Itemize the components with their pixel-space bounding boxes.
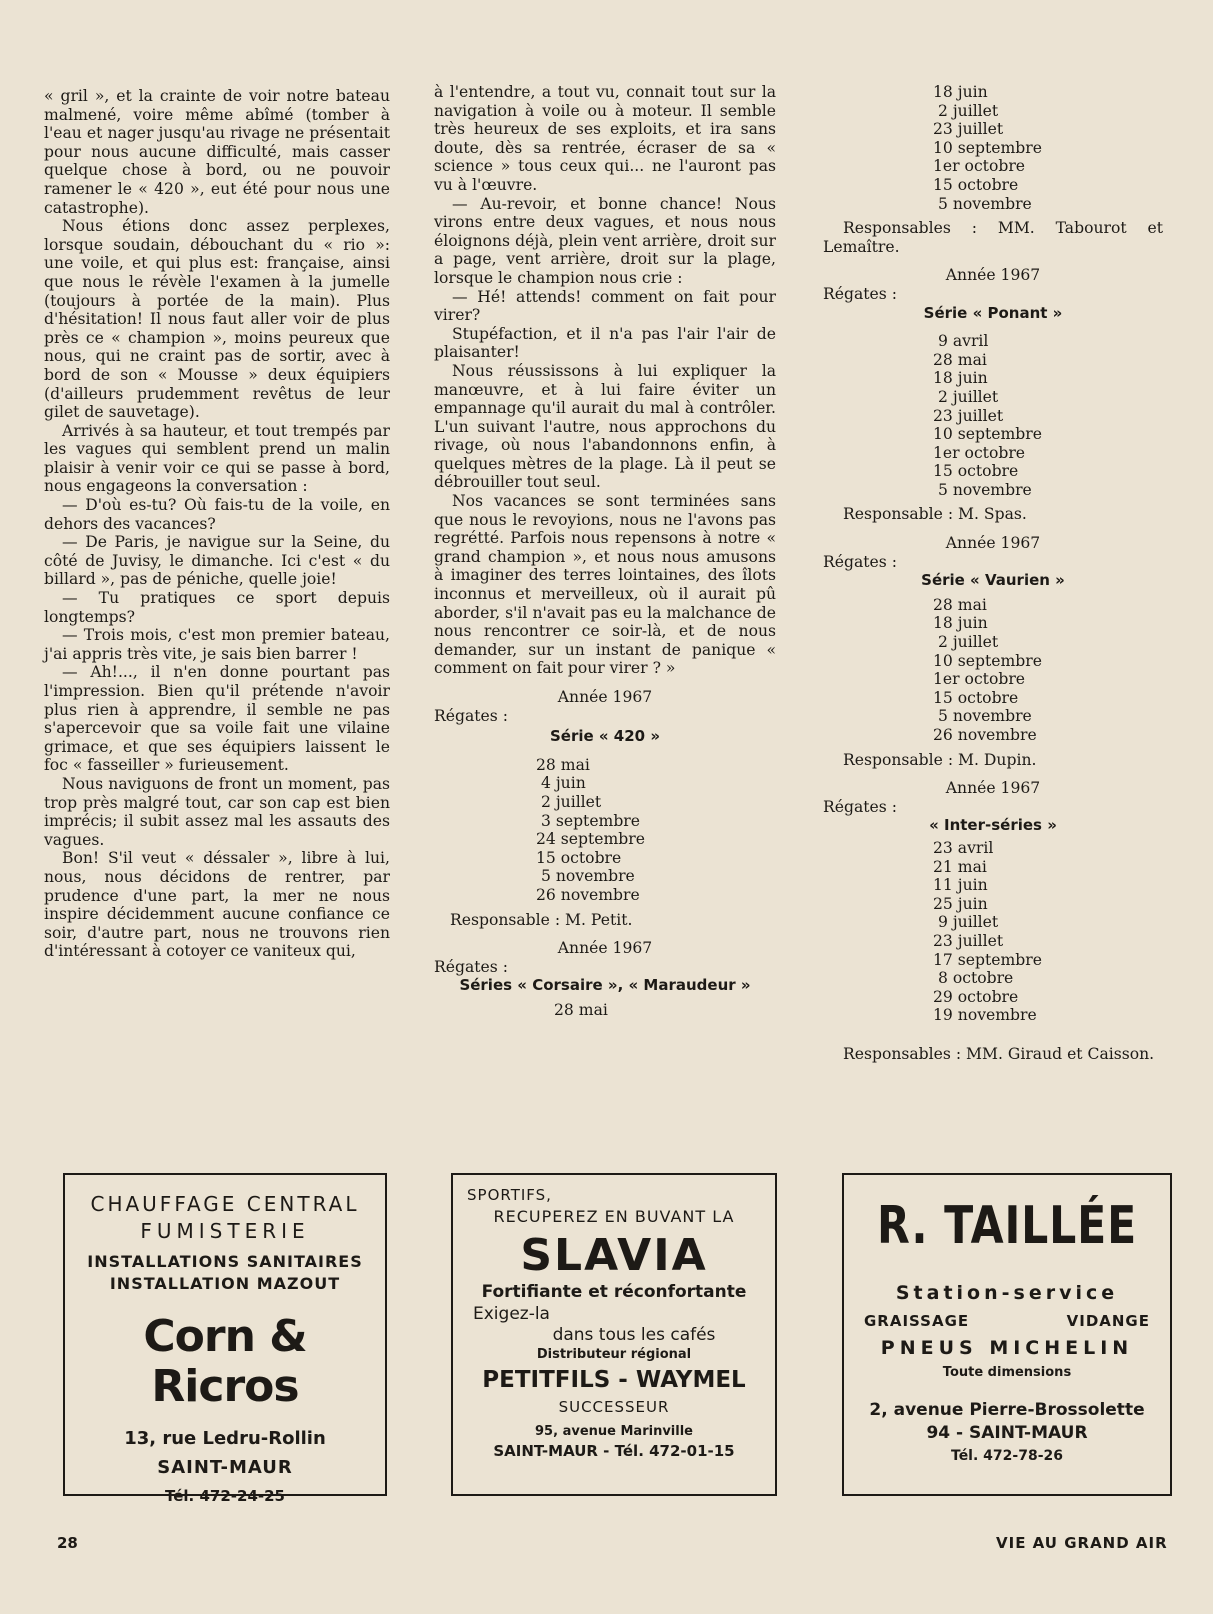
regattas-label: Régates :: [434, 706, 508, 725]
year-heading: Année 1967: [945, 534, 1041, 553]
date-item: 18 juin: [933, 369, 988, 388]
date-list: [933, 83, 1163, 213]
date-list: [933, 839, 1163, 1025]
paragraph: — Hé! attends! comment on fait pour virer?: [434, 287, 776, 325]
date-item: 28 mai: [536, 755, 590, 774]
paragraph: — Ah!..., il n'en donne pourtant pas l'impression. Bien qu'il prétende n'avoir plus rien à apprendre, il semble ne pas s'apercevoir que sa voile fait une vilaine grimace, et que ses équipiers laissent le foc « fasseiller » furieusement.: [44, 663, 390, 775]
regatta-block-vaurien: [823, 534, 1163, 769]
paragraph: à l'entendre, a tout vu, connait tout sur la navigation à voile ou à moteur. Il semble très heureux de ses exploits, et ira sans doute, dès sa rentrée, écraser de sa « science » tous ceux qui... ne l'auront pas vu à l'œuvre.: [434, 83, 776, 194]
year-heading: Année 1967: [945, 779, 1041, 798]
date-item: 15 octobre: [536, 848, 622, 867]
ad-address: 2, avenue Pierre-Brossolette: [869, 1399, 1145, 1420]
ad-service: GRAISSAGE: [864, 1311, 970, 1330]
ad-line: Toute dimensions: [942, 1364, 1072, 1380]
regattas-label: Régates :: [823, 797, 897, 816]
paragraph: Nous étions donc assez perplexes, lorsque soudain, débouchant du « rio »: une voile, et qui plus est: française, ainsi que nous le révèle l'examen à la jumelle (toujours à portée de la main). Plus d'hésitation! Il nous faut aller voir de plus près ce « champion », moins peureux que nous, qui ne craint pas de sortir, avec à bord de son « Mousse » deux équipiers (d'ailleurs prudemment revêtus de leur gilet de sauvetage).: [44, 217, 390, 422]
date-item: 26 novembre: [933, 726, 1037, 744]
date-item: 10 septembre: [933, 651, 1042, 670]
paragraph: Arrivés à sa hauteur, et tout trempés par les vagues qui semblent prend un malin plaisir à venir voir ce qui se passe à bord, nous engageons la conversation :: [44, 421, 390, 496]
ad-line: SUCCESSEUR: [558, 1398, 670, 1417]
ad-line: RECUPEREZ EN BUVANT LA: [493, 1207, 735, 1227]
responsible: Responsable : M. Dupin.: [843, 750, 1037, 769]
date-item: 1er octobre: [933, 157, 1026, 176]
paragraph: — Trois mois, c'est mon premier bateau, j'ai appris très vite, je sais bien barrer !: [44, 626, 390, 663]
responsible: Responsable : M. Spas.: [843, 505, 1027, 524]
regattas-label: Régates :: [434, 957, 508, 976]
date-item: 28 mai: [933, 350, 987, 369]
date-list: [536, 756, 776, 905]
date-item: 28 mai: [554, 1000, 608, 1019]
date-item: 18 juin: [933, 614, 988, 633]
ad-line: INSTALLATIONS SANITAIRES: [87, 1252, 363, 1271]
date-item: 10 septembre: [933, 425, 1042, 444]
ad-line-services: [844, 1313, 1170, 1330]
paragraph: Stupéfaction, et il n'a pas l'air l'air de plaisanter!: [434, 324, 776, 362]
ad-city: SAINT-MAUR: [157, 1456, 293, 1478]
date-item: 5 novembre: [933, 707, 1032, 726]
date-item: 10 septembre: [933, 138, 1042, 157]
date-item: 23 juillet: [933, 406, 1004, 425]
regatta-block-inter-series: [823, 779, 1163, 1063]
ad-line: SPORTIFS,: [467, 1186, 552, 1204]
paragraph: Nous réussissons à lui expliquer la manœuvre, et à lui faire éviter un empannage qu'il aurait du mal à contrôler. L'un suivant l'autre, nous approchons du rivage, où nous l'abandonnons enfin, à quelques mètres de la plage. Là il peut se débrouiller tout seul.: [434, 361, 776, 492]
date-item: 11 juin: [933, 876, 988, 895]
date-item: 15 octobre: [933, 688, 1019, 707]
date-item: 9 avril: [933, 332, 989, 351]
date-item: 23 juillet: [933, 931, 1004, 950]
ad-address: 13, rue Ledru-Rollin: [124, 1427, 326, 1449]
series-title: Série « Ponant »: [923, 303, 1063, 322]
regatta-block-420: [434, 688, 776, 929]
date-item: 26 novembre: [536, 885, 640, 904]
paragraph: Bon! S'il veut « déssaler », libre à lui, nous, nous décidons de rentrer, par prudence d'une part, la mer ne nous inspire décidemment aucune confiance ce soir, d'autre part, nous ne trouvons rien d'intéressant à cotoyer ce vaniteux qui,: [44, 849, 390, 961]
series-title: Séries « Corsaire », « Maraudeur »: [459, 976, 751, 995]
paragraph: — D'où es-tu? Où fais-tu de la voile, en dehors des vacances?: [44, 496, 390, 533]
series-title: Série « Vaurien »: [921, 571, 1065, 590]
regatta-block-ponant: [823, 266, 1163, 524]
date-item: 15 octobre: [933, 462, 1019, 481]
ad-line: PNEUS MICHELIN: [880, 1336, 1134, 1359]
page-number: 28: [57, 1534, 78, 1552]
article-column-2: [434, 83, 776, 1020]
ad-phone: Tél. 472-78-26: [951, 1447, 1063, 1464]
regatta-column-3: [823, 83, 1163, 1064]
date-item: 28 mai: [933, 595, 987, 614]
date-item: 18 juin: [933, 83, 988, 101]
ad-slavia: [451, 1173, 777, 1496]
article-column-1: [44, 87, 390, 961]
ad-line: dans tous les cafés: [552, 1325, 716, 1346]
regatta-block-corsaire: [434, 939, 776, 1019]
regattas-label: Régates :: [823, 284, 897, 303]
year-heading: Année 1967: [945, 266, 1041, 285]
date-item: 23 avril: [933, 838, 994, 857]
date-item: 3 septembre: [536, 811, 640, 830]
ad-brand-name: Corn & Ricros: [143, 1310, 307, 1413]
ad-brand-name: SLAVIA: [520, 1229, 708, 1281]
ad-phone: SAINT-MAUR - Tél. 472-01-15: [493, 1442, 735, 1461]
date-item: 2 juillet: [536, 792, 602, 811]
date-item: 29 octobre: [933, 987, 1019, 1006]
date-list: [933, 596, 1163, 745]
date-item: 5 novembre: [933, 480, 1032, 499]
responsible: Responsables : MM. Giraud et Caisson.: [843, 1044, 1155, 1063]
date-item: 21 mai: [933, 857, 987, 876]
ad-line: CHAUFFAGE CENTRAL: [90, 1192, 360, 1216]
paragraph: — Au-revoir, et bonne chance! Nous virons entre deux vagues, et nous nous éloignons déjà, plein vent arrière, droit sur a page, vent arrière, droit sur la plage, lorsque le champion nous crie :: [434, 194, 776, 287]
date-item: 1er octobre: [933, 670, 1026, 689]
magazine-title: VIE AU GRAND AIR: [996, 1534, 1168, 1552]
year-heading: Année 1967: [557, 939, 653, 958]
ad-distributor: PETITFILS - WAYMEL: [482, 1366, 746, 1393]
date-item: 15 octobre: [933, 175, 1019, 194]
date-item: 2 juillet: [933, 101, 999, 120]
date-item: 2 juillet: [933, 633, 999, 652]
ad-phone: Tél. 472-24-25: [165, 1487, 285, 1506]
date-item: 5 novembre: [536, 867, 635, 886]
date-list: [933, 332, 1163, 499]
ad-brand-name: R. TAILLÉE: [876, 1196, 1138, 1256]
date-item: 23 juillet: [933, 120, 1004, 139]
date-item: 4 juin: [536, 774, 586, 793]
ad-line: Exigez-la: [473, 1303, 550, 1324]
series-title: « Inter-séries »: [929, 816, 1057, 835]
date-item: 2 juillet: [933, 387, 999, 406]
date-item: 5 novembre: [933, 194, 1032, 213]
ad-line: FUMISTERIE: [140, 1219, 310, 1243]
regattas-label: Régates :: [823, 552, 897, 571]
date-item: 1er octobre: [933, 443, 1026, 462]
ad-service: VIDANGE: [1066, 1311, 1150, 1330]
paragraph: « gril », et la crainte de voir notre bateau malmené, voire même abîmé (tomber à l'eau et nager jusqu'au rivage ne présentait pour nous aucune difficulté, mais casser quelque chose à bord, ou ne pouvoir ramener le « 420 », eut été pour nous une catastrophe).: [44, 87, 390, 217]
responsible: Responsables : MM. Tabourot et Lemaître.: [823, 219, 1163, 256]
date-item: 9 juillet: [933, 913, 999, 932]
ad-corn-ricros: [63, 1173, 387, 1506]
ad-r-taillee: [842, 1173, 1172, 1496]
paragraph: Nos vacances se sont terminées sans que nous le revoyions, nous ne l'avons pas regrétté. Parfois nous repensons à notre « grand champion », et nous nous amusons à imaginer des terres lointaines, des îlots inconnus et merveilleux, où il aurait pû aborder, s'il n'avait pas eu la malchance de nous rencontrer ce soir-là, et de nous demander, sur un instant de panique « comment on fait pour virer ? »: [434, 492, 776, 678]
ad-address: 95, avenue Marinville: [535, 1423, 693, 1439]
ad-line: Distributeur régional: [536, 1346, 692, 1362]
date-item: 25 juin: [933, 894, 988, 913]
date-item: 19 novembre: [933, 1006, 1037, 1025]
ad-line: INSTALLATION MAZOUT: [109, 1274, 341, 1294]
year-heading: Année 1967: [557, 688, 653, 706]
ad-city: 94 - SAINT-MAUR: [926, 1423, 1088, 1444]
date-item: 24 septembre: [536, 830, 645, 849]
paragraph: — De Paris, je navigue sur la Seine, du côté de Juvisy, le dimanche. Ici c'est « du billard », pas de péniche, quelle joie!: [44, 533, 390, 589]
series-title: Série « 420 »: [549, 727, 661, 746]
paragraph: Nous naviguons de front un moment, pas trop près malgré tout, car son cap est bien imprécis; il subit assez mal les assauts des vagues.: [44, 774, 390, 849]
responsible: Responsable : M. Petit.: [450, 910, 633, 929]
ad-line: Station-service: [895, 1281, 1119, 1304]
paragraph: — Tu pratiques ce sport depuis longtemps?: [44, 589, 390, 626]
date-item: 8 octobre: [933, 969, 1014, 988]
date-item: 17 septembre: [933, 950, 1042, 969]
ad-line: Fortifiante et réconfortante: [481, 1282, 747, 1303]
